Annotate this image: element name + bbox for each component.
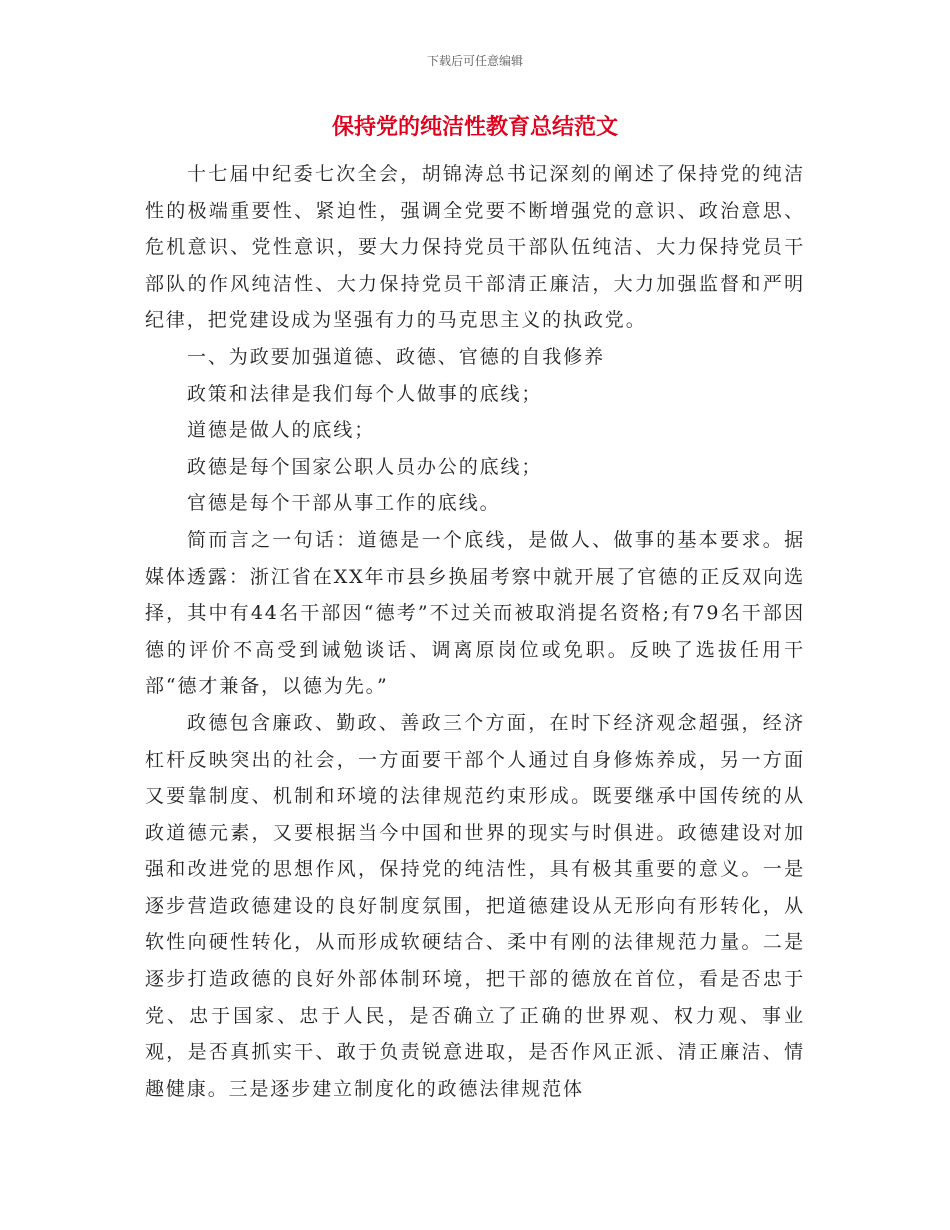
- paragraph-policy-law: 政策和法律是我们每个人做事的底线；: [187, 382, 543, 405]
- document-body: [145, 156, 805, 1107]
- paragraph-official-ethics: 官德是每个干部从事工作的底线。: [187, 492, 501, 515]
- document-title: 保持党的纯洁性教育总结范文: [331, 115, 618, 140]
- paragraph-morality: 道德是做人的底线；: [187, 419, 376, 442]
- paragraph-section-heading: 一、为政要加强道德、政德、官德的自我修养: [187, 345, 606, 368]
- paragraph-intro: 十七届中纪委七次全会，胡锦涛总书记深刻的阐述了保持党的纯洁性的极端重要性、紧迫性，强调全党要不断增强党的意识、政治意思、危机意识、党性意识，要大力保持党员干部队伍纯洁、大力保持党员干部队的作风纯洁性、大力保持党员干部清正廉洁，大力加强监督和严明纪律，把党建设成为坚强有力的马克思主义的执政党。: [145, 163, 805, 332]
- paragraph-political-ethics: 政德是每个国家公职人员办公的底线；: [187, 455, 543, 478]
- paragraph-political-ethics-detail: 政德包含廉政、勤政、善政三个方面，在时下经济观念超强，经济杠杆反映突出的社会，一方面要干部个人通过自身修炼养成，另一方面又要靠制度、机制和环境的法律规范约束形成。既要继承中国传统的从政道德元素，又要根据当今中国和世界的现实与时俱进。政德建设对加强和改进党的思想作风，保持党的纯洁性，具有极其重要的意义。一是逐步营造政德建设的良好制度氛围，把道德建设从无形向有形转化，从软性向硬性转化，从而形成软硬结合、柔中有刚的法律规范力量。二是逐步打造政德的良好外部体制环境，把干部的德放在首位，看是否忠于党、忠于国家、忠于人民，是否确立了正确的世界观、权力观、事业观，是否真抓实干、敢于负责锐意进取，是否作风正派、清正廉洁、情趣健康。三是逐步建立制度化的政德法律规范体: [145, 711, 805, 1100]
- page-header-note: 下载后可任意编辑: [426, 54, 523, 68]
- paragraph-summary: 简而言之一句话：道德是一个底线，是做人、做事的基本要求。据媒体透露：浙江省在XX年市县乡换届考察中就开展了官德的正反双向选择，其中有44名干部因“德考”不过关而被取消提名资格;有79名干部因德的评价不高受到诫勉谈话、调离原岗位或免职。反映了选拔任用干部“德才兼备，以德为先。”: [145, 528, 805, 698]
